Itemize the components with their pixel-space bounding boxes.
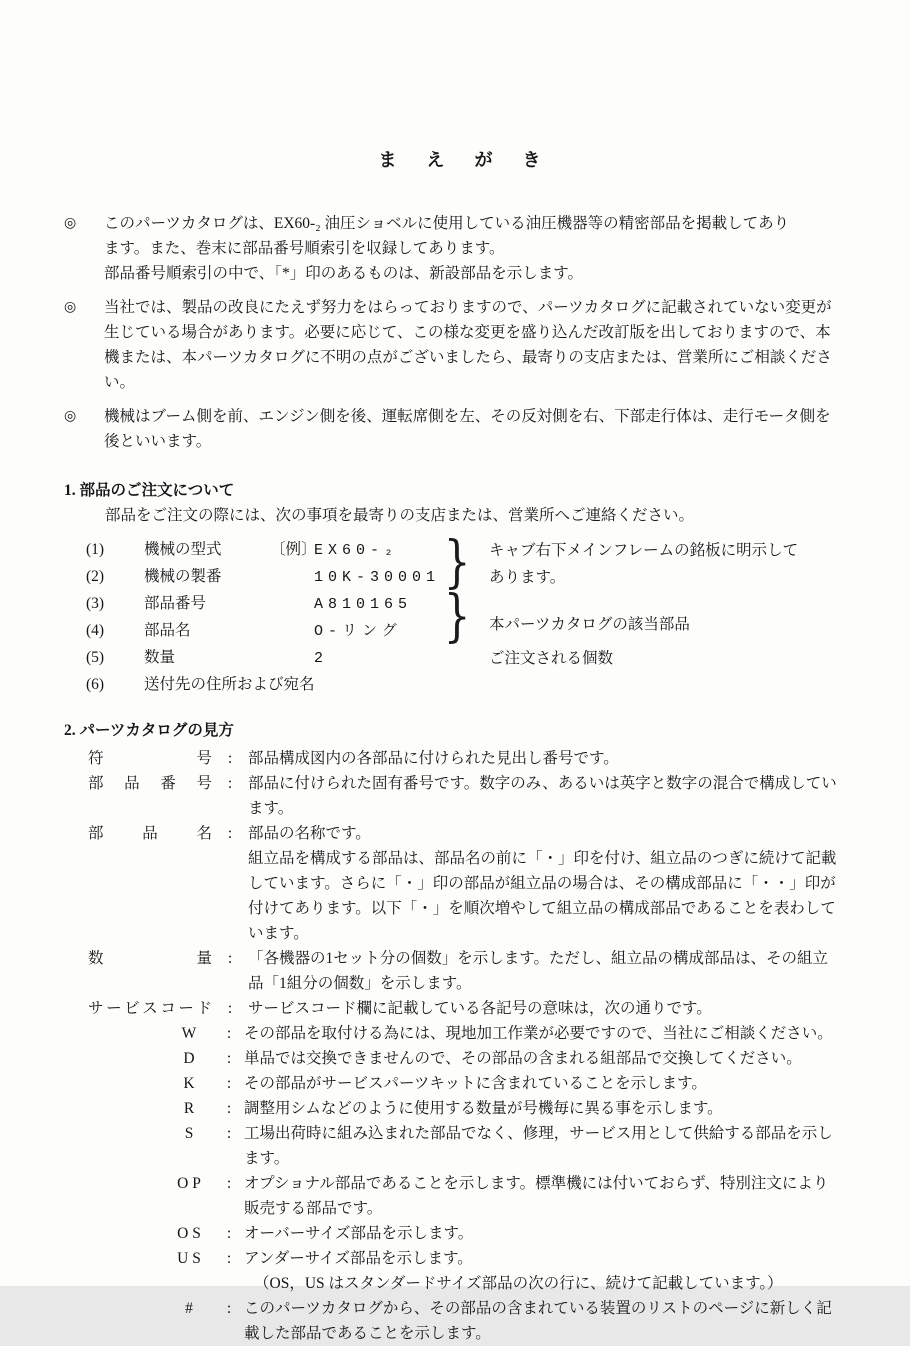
definition-term: 数量 <box>88 950 212 967</box>
definition-row <box>64 771 855 821</box>
colon-separator: : <box>226 1050 232 1067</box>
service-code: D <box>183 1050 199 1067</box>
bullet-text <box>104 295 855 395</box>
text-line: その部品を取付ける為には、現地加工作業が必要ですので、当社にご相談ください。 <box>244 1025 833 1042</box>
section1-intro: 部品をご注文の際には、次の事項を最寄りの支店または、営業所へご連絡ください。 <box>105 507 695 524</box>
colon-separator: : <box>227 1000 233 1017</box>
service-code-row <box>64 1296 855 1346</box>
colon-separator: : <box>226 1125 232 1142</box>
text-line: 単品では交換できませんので、その部品の含まれる組部品で交換してください。 <box>244 1050 802 1067</box>
item-value: 10K-30001 <box>314 569 441 586</box>
order-item-list <box>64 530 855 702</box>
item-number: (4) <box>86 622 105 639</box>
text-line: 載した部品であることを示します。 <box>244 1325 491 1342</box>
item-value-cell <box>270 617 402 644</box>
service-code-desc <box>244 1046 855 1071</box>
section2-heading: 2. パーツカタログの見方 <box>64 722 234 739</box>
text-line: このパーツカタログから、その部品の含まれている装置のリストのページに新しく記 <box>244 1300 832 1317</box>
item-label: 部品番号 <box>144 595 207 612</box>
service-code-row <box>64 1071 855 1096</box>
item-value-cell <box>270 563 440 590</box>
text-line: 販売する部品です。 <box>244 1200 383 1217</box>
bullet-marker-icon: ◎ <box>64 216 77 231</box>
text-line: ます。 <box>244 1150 290 1167</box>
service-code-row <box>64 1096 855 1121</box>
colon-separator: : <box>226 1250 232 1267</box>
item-number: (6) <box>86 676 105 693</box>
service-code-row <box>64 1121 855 1171</box>
service-code-desc <box>244 1221 855 1246</box>
colon-separator: : <box>226 1100 232 1117</box>
item-value: 2 <box>314 650 329 667</box>
item-number: (2) <box>86 568 105 585</box>
text-line: 付けてあります。以下「・」を順次増やして組立品の構成部品であることを表わして <box>248 900 836 917</box>
item-value-cell <box>315 671 359 698</box>
service-code-desc <box>244 1296 855 1346</box>
definition-desc <box>248 746 855 771</box>
colon-separator: : <box>226 1175 232 1192</box>
definition-row <box>64 946 855 996</box>
definition-row <box>64 996 855 1021</box>
brace-icon: } <box>443 584 471 649</box>
definition-desc <box>248 771 855 821</box>
service-code-desc <box>244 1121 855 1171</box>
colon-separator: : <box>226 1225 232 1242</box>
service-code-row <box>64 1046 855 1071</box>
text-line: サービスコード欄に記載している各記号の意味は，次の通りです。 <box>248 1000 712 1017</box>
service-code: US <box>177 1250 205 1267</box>
colon-separator: : <box>227 825 233 842</box>
text-line: 部品番号順索引の中で、「*」印のあるものは、新設部品を示します。 <box>104 265 583 282</box>
text-line: 品「1組分の個数」を示します。 <box>248 975 472 992</box>
catalog-part-note: 本パーツカタログの該当部品 <box>489 616 690 633</box>
item-label: 数量 <box>144 649 176 666</box>
text-line: い。 <box>104 374 136 391</box>
text-line: 後といいます。 <box>104 433 212 450</box>
colon-separator: : <box>226 1025 232 1042</box>
text-line: その部品がサービスパーツキットに含まれていることを示します。 <box>244 1075 707 1092</box>
colon-separator: : <box>226 1300 232 1317</box>
text-line: ます。また、巻末に部品番号順索引を収録してあります。 <box>104 240 505 257</box>
item-label: 機械の型式 <box>144 541 222 558</box>
text-line: 部品に付けられた固有番号です。数字のみ、あるいは英字と数字の混合で構成してい <box>248 775 837 792</box>
colon-separator: : <box>227 775 233 792</box>
colon-separator: : <box>227 750 233 767</box>
service-code-desc <box>244 1246 855 1296</box>
bullet-marker-icon: ◎ <box>64 300 77 315</box>
service-code: # <box>185 1300 197 1317</box>
service-code-desc <box>244 1171 855 1221</box>
definition-row <box>64 746 855 771</box>
service-code-desc <box>244 1096 855 1121</box>
definition-term: サービスコード <box>88 1000 212 1017</box>
quantity-note: ご注文される個数 <box>489 650 614 667</box>
item-value-cell <box>270 644 328 671</box>
preface-bullet <box>64 295 855 395</box>
definition-term: 部品名 <box>88 825 212 842</box>
item-number: (3) <box>86 595 105 612</box>
text-line: このパーツカタログは、EX60-₂ 油圧ショベルに使用している油圧機器等の精密部品を掲載してあり <box>104 215 790 232</box>
colon-separator: : <box>226 1075 232 1092</box>
item-value: O-リング <box>314 623 402 640</box>
section1-heading: 1. 部品のご注文について <box>64 482 235 499</box>
service-code-desc <box>244 1071 855 1096</box>
os-us-note: （OS，US はスタンダードサイズ部品の次の行に、続けて記載しています。） <box>254 1275 783 1292</box>
text-line: います。 <box>248 925 309 942</box>
service-code-desc <box>244 1021 855 1046</box>
definition-term: 符号 <box>88 750 212 767</box>
colon-separator: : <box>227 950 233 967</box>
item-value-cell <box>270 536 398 563</box>
service-code: S <box>184 1125 198 1142</box>
order-item <box>64 671 855 698</box>
item-label: 送付先の住所および宛名 <box>144 676 315 693</box>
service-code: W <box>181 1025 201 1042</box>
text-line: ます。 <box>248 800 294 817</box>
item-number: (5) <box>86 649 105 666</box>
brace-icon: } <box>443 530 471 595</box>
text-line: 機械はブーム側を前、エンジン側を後、運転席側を左、その反対側を右、下部走行体は、走行モータ側を <box>104 408 831 425</box>
nameplate-note-line1: キャブ右下メインフレームの銘板に明示して <box>489 542 799 559</box>
service-code: OS <box>177 1225 205 1242</box>
text-line: 部品の名称です。 <box>248 825 371 842</box>
service-code: R <box>183 1100 199 1117</box>
item-value: A810165 <box>314 596 413 613</box>
bullet-marker-icon: ◎ <box>64 409 77 424</box>
service-code-row <box>64 1171 855 1221</box>
preface-bullet <box>64 404 855 454</box>
text-line: 調整用シムなどのように使用する数量が号機毎に異る事を示します。 <box>244 1100 723 1117</box>
text-line: 「各機器の1セット分の個数」を示します。ただし、組立品の構成部品は、その組立 <box>248 950 829 967</box>
definition-desc <box>248 946 855 996</box>
service-code-row <box>64 1221 855 1246</box>
text-line: オプショナル部品であることを示します。標準機には付いておらず、特別注文により <box>244 1175 829 1192</box>
item-value-cell <box>270 590 412 617</box>
service-code: OP <box>177 1175 205 1192</box>
text-line: アンダーサイズ部品を示します。 <box>244 1250 473 1267</box>
text-line: 工場出荷時に組み込まれた部品でなく、修理，サービス用として供給する部品を示し <box>244 1125 833 1142</box>
text-line: しています。さらに「・」印の部品が組立品の場合は、その構成部品に「・・」印が <box>248 875 836 892</box>
nameplate-note-line2: あります。 <box>489 569 566 586</box>
text-line: 組立品を構成する部品は、部品名の前に「・」印を付け、組立品のつぎに続けて記載 <box>248 850 837 867</box>
item-label: 部品名 <box>144 622 191 639</box>
text-line: 部品構成図内の各部品に付けられた見出し番号です。 <box>248 750 619 767</box>
page-content <box>64 148 855 1346</box>
page-title: まえがき <box>378 150 571 170</box>
text-line: オーバーサイズ部品を示します。 <box>244 1225 474 1242</box>
preface-bullet <box>64 211 855 286</box>
service-code-row <box>64 1246 855 1296</box>
item-value: EX60-₂ <box>314 542 399 559</box>
definition-term: 部品番号 <box>88 775 212 792</box>
definition-row <box>64 821 855 946</box>
definition-desc <box>248 996 855 1021</box>
definition-desc <box>248 821 855 946</box>
text-line: 生じている場合があります。必要に応じて、この様な変更を盛り込んだ改訂版を出しておりますので、本 <box>104 324 831 341</box>
item-number: (1) <box>86 541 105 558</box>
bullet-text <box>104 211 855 286</box>
example-label: 〔例〕 <box>270 541 317 558</box>
item-label: 機械の製番 <box>144 568 222 585</box>
service-code: K <box>183 1075 199 1092</box>
bullet-text <box>104 404 855 454</box>
text-line: 当社では、製品の改良にたえず努力をはらっておりますので、パーツカタログに記載されていない変更が <box>104 299 832 316</box>
service-code-row <box>64 1021 855 1046</box>
text-line: 機または、本パーツカタログに不明の点がございましたら、最寄りの支店または、営業所にご相談くださ <box>104 349 832 366</box>
